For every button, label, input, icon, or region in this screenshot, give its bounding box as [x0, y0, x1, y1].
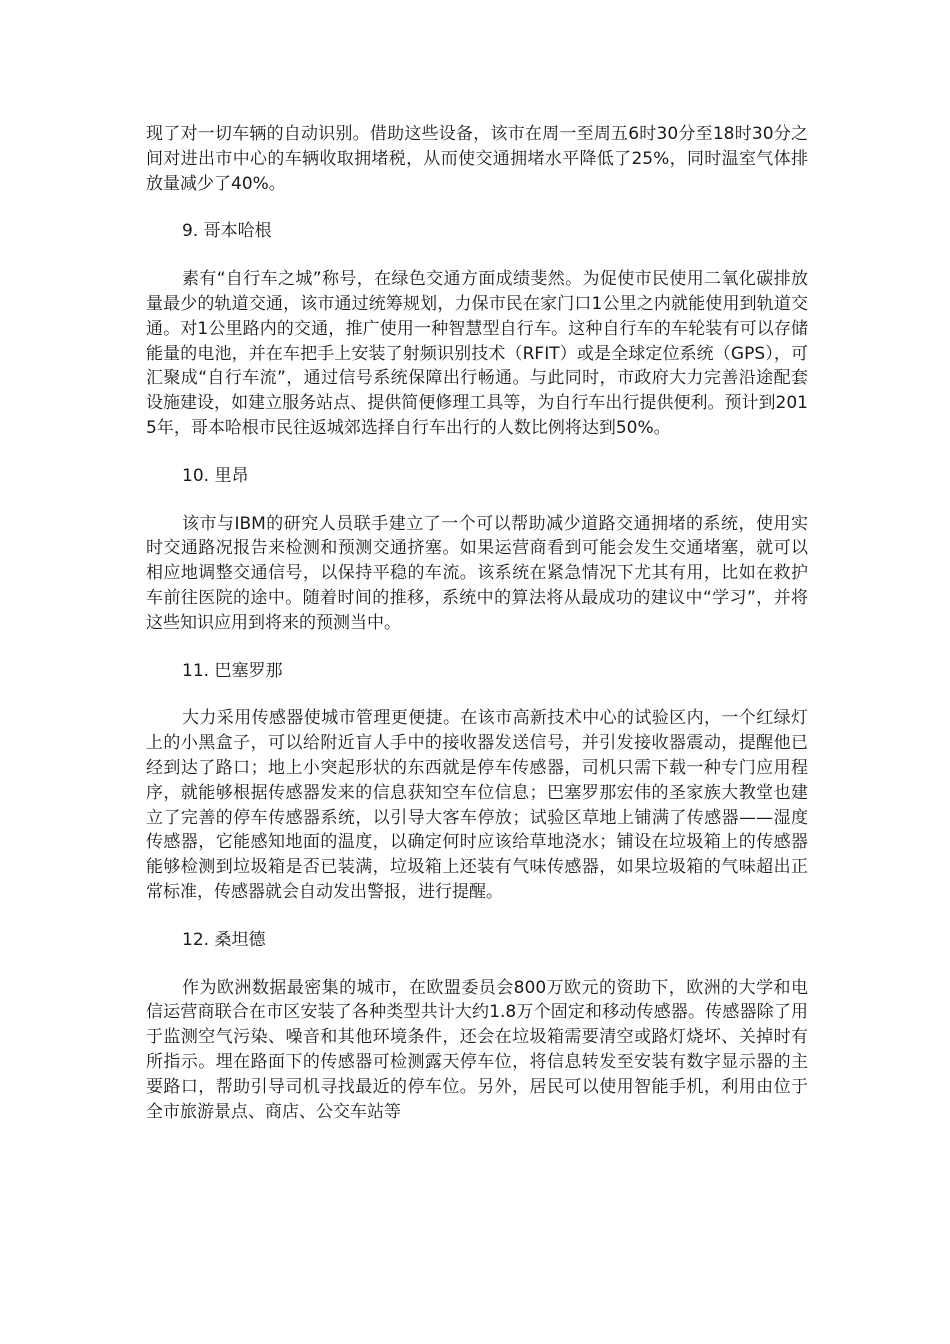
- section-body-lyon: 该市与IBM的研究人员联手建立了一个可以帮助减少道路交通拥堵的系统，使用实时交通路况报告来检测和预测交通挤塞。如果运营商看到可能会发生交通堵塞，就可以相应地调整交通信号，以保持平稳的车流。该系统在紧急情况下尤其有用，比如在救护车前往医院的途中。随着时间的推移，系统中的算法将从最成功的建议中“学习”，并将这些知识应用到将来的预测当中。: [146, 513, 808, 633]
- continuation-paragraph: 现了对一切车辆的自动识别。借助这些设备，该市在周一至周五6时30分至18时30分之间对进出市中心的车辆收取拥堵税，从而使交通拥堵水平降低了25%，同时温室气体排放量减少了40%。: [146, 124, 808, 194]
- section-body-copenhagen: 素有“自行车之城”称号，在绿色交通方面成绩斐然。为促使市民使用二氧化碳排放量最少的轨道交通，该市通过统筹规划，力保市民在家门口1公里之内就能使用到轨道交通。对1公里路内的交通，推广使用一种智慧型自行车。这种自行车的车轮装有可以存储能量的电池，并在车把手上安装了射频识别技术（RFIT）或是全球定位系统（GPS），可汇聚成“自行车流”，通过信号系统保障出行畅通。与此同时，市政府大力完善沿途配套设施建设，如建立服务站点、提供简便修理工具等，为自行车出行提供便利。预计到2015年，哥本哈根市民往返城郊选择自行车出行的人数比例将达到50%。: [146, 269, 808, 438]
- document-page: [146, 122, 808, 1124]
- section-heading-santander: 12. 桑坦德: [182, 929, 266, 950]
- section-heading-barcelona: 11. 巴塞罗那: [182, 660, 283, 681]
- section-heading-copenhagen: 9. 哥本哈根: [182, 221, 272, 242]
- section-body-santander: 作为欧洲数据最密集的城市，在欧盟委员会800万欧元的资助下，欧洲的大学和电信运营商联合在市区安装了各种类型共计大约1.8万个固定和移动传感器。传感器除了用于监测空气污染、噪音和其他环境条件，还会在垃圾箱需要清空或路灯烧坏、关掉时有所指示。埋在路面下的传感器可检测露天停车位，将信息转发至安装有数字显示器的主要路口，帮助引导司机寻找最近的停车位。另外，居民可以使用智能手机，利用由位于全市旅游景点、商店、公交车站等: [146, 977, 808, 1122]
- section-heading-lyon: 10. 里昂: [182, 465, 249, 486]
- section-body-barcelona: 大力采用传感器使城市管理更便捷。在该市高新技术中心的试验区内，一个红绿灯上的小黑盒子，可以给附近盲人手中的接收器发送信号，并引发接收器震动，提醒他已经到达了路口；地上小突起形状的东西就是停车传感器，司机只需下载一种专门应用程序，就能够根据传感器发来的信息获知空车位信息；巴塞罗那宏伟的圣家族大教堂也建立了完善的停车传感器系统，以引导大客车停放；试验区草地上铺满了传感器——湿度传感器，它能感知地面的温度，以确定何时应该给草地浇水；铺设在垃圾箱上的传感器能够检测到垃圾箱是否已装满，垃圾箱上还装有气味传感器，如果垃圾箱的气味超出正常标准，传感器就会自动发出警报，进行提醒。: [146, 708, 808, 902]
